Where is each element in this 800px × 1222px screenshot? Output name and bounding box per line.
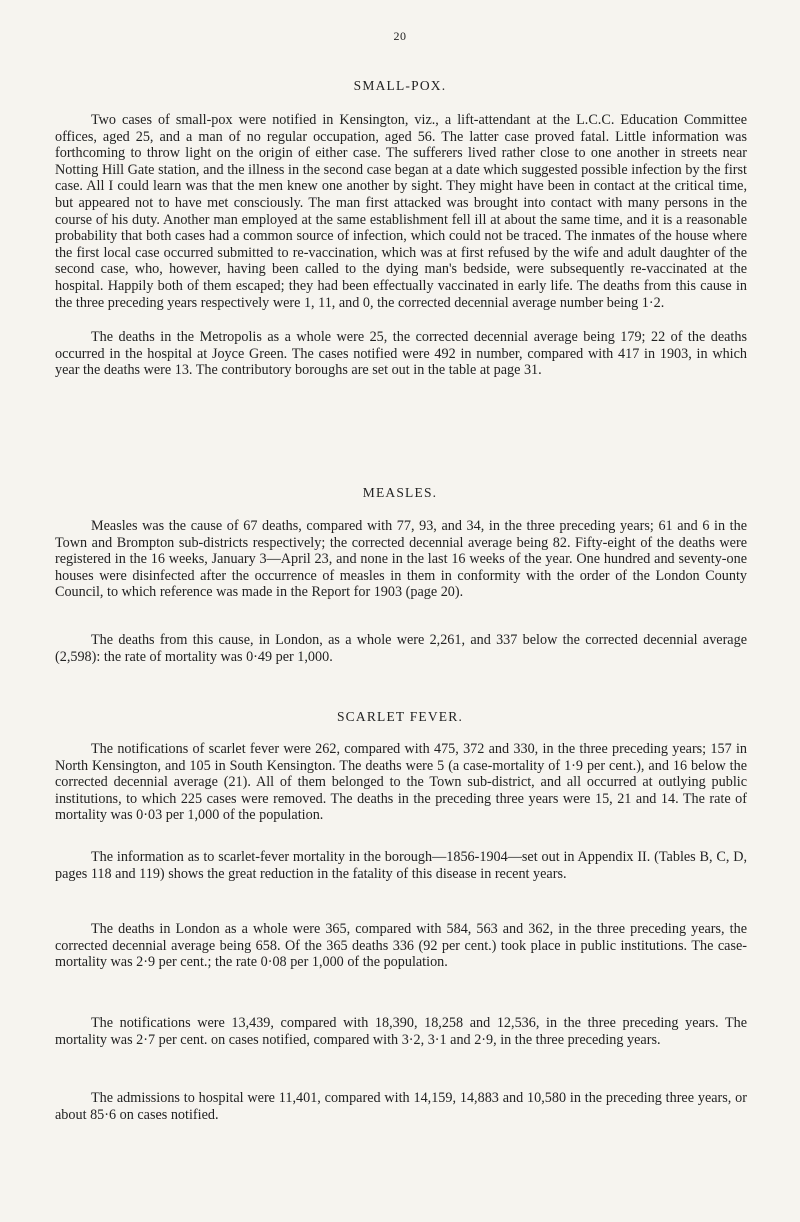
paragraph-scarlet-fever-london-notifications: The notifications were 13,439, compared with 18,390, 18,258 and 12,536, in the three preceding years. The mortality was 2·7 per cent. on cases notified, compared with 3·2, 3·1 and 2·9, in the three preceding years. — [55, 1015, 747, 1048]
paragraph-scarlet-fever-admissions: The admissions to hospital were 11,401, compared with 14,159, 14,883 and 10,580 in the preceding three years, or about 85·6 on cases notified. — [55, 1090, 747, 1123]
heading-measles: MEASLES. — [362, 485, 438, 500]
paragraph-scarlet-fever-london-deaths: The deaths in London as a whole were 365, compared with 584, 563 and 362, in the three preceding years, the corrected decennial average being 658. Of the 365 deaths 336 (92 per cent.) took place in public institutions. The case-mortality was 2·9 per cent.; the rate 0·08 per 1,000 of the population. — [55, 921, 747, 971]
paragraph-small-pox-metropolis: The deaths in the Metropolis as a whole were 25, the corrected decennial average being 179; 22 of the deaths occurred in the hospital at Joyce Green. The cases notified were 492 in number, compared with 417 in 1903, in which year the deaths were 13. The contributory boroughs are set out in the table at page 31. — [55, 329, 747, 379]
page-number: 20 — [393, 29, 407, 43]
paragraph-small-pox-cases: Two cases of small-pox were notified in Kensington, viz., a lift-attendant at the L.C.C. Education Committee offices, aged 25, and a man of no regular occupation, aged 56. The latter case proved fatal. Little information was forthcoming to throw light on the origin of either case. The sufferers lived rather close to one another in streets near Notting Hill Gate station, and the illness in the second case began at a date which suggested possible infection by the first case. All I could learn was that the men knew one another by sight. They might have been in contact at the critical time, but appeared not to have met consciously. The man first attacked was brought into contact with many persons in the course of his duty. Another man employed at the same establishment fell ill at about the same time, and it is a reasonable probability that both cases had a common source of infection, which could not be traced. The inmates of the house where the first local case occurred submitted to re-vaccination, which was at first refused by the wife and adult daughter of the second case, who, however, having been called to the dying man's bedside, were subsequently re-vaccinated at the hospital. Happily both of them escaped; they had been effectually vaccinated in early life. The deaths from this cause in the three preceding years respectively were 1, 11, and 0, the corrected decennial average number being 1·2. — [55, 112, 747, 311]
heading-small-pox: SMALL-POX. — [353, 78, 447, 93]
paragraph-scarlet-fever-appendix: The information as to scarlet-fever mortality in the borough—1856-1904—set out in Appendix II. (Tables B, C, D, pages 118 and 119) shows the great reduction in the fatality of this disease in recent years. — [55, 849, 747, 882]
paragraph-measles-deaths: Measles was the cause of 67 deaths, compared with 77, 93, and 34, in the three preceding years; 61 and 6 in the Town and Brompton sub-districts respectively; the corrected decennial average being 82. Fifty-eight of the deaths were registered in the 16 weeks, January 3—April 23, and none in the last 16 weeks of the year. One hundred and seventy-one houses were disinfected after the occurrence of measles in them in conformity with the order of the London County Council, to which reference was made in the Report for 1903 (page 20). — [55, 518, 747, 601]
paragraph-scarlet-fever-notifications: The notifications of scarlet fever were 262, compared with 475, 372 and 330, in the three preceding years; 157 in North Kensington, and 105 in South Kensington. The deaths were 5 (a case-mortality of 1·9 per cent.), and 16 below the corrected decennial average (21). All of them belonged to the Town sub-district, and all occurred at outlying public institutions, to which 225 cases were removed. The deaths in the preceding three years were 15, 21 and 14. The rate of mortality was 0·03 per 1,000 of the population. — [55, 741, 747, 824]
heading-scarlet-fever: SCARLET FEVER. — [336, 709, 464, 724]
paragraph-measles-london: The deaths from this cause, in London, as a whole were 2,261, and 337 below the corrected decennial average (2,598): the rate of mortality was 0·49 per 1,000. — [55, 632, 747, 665]
